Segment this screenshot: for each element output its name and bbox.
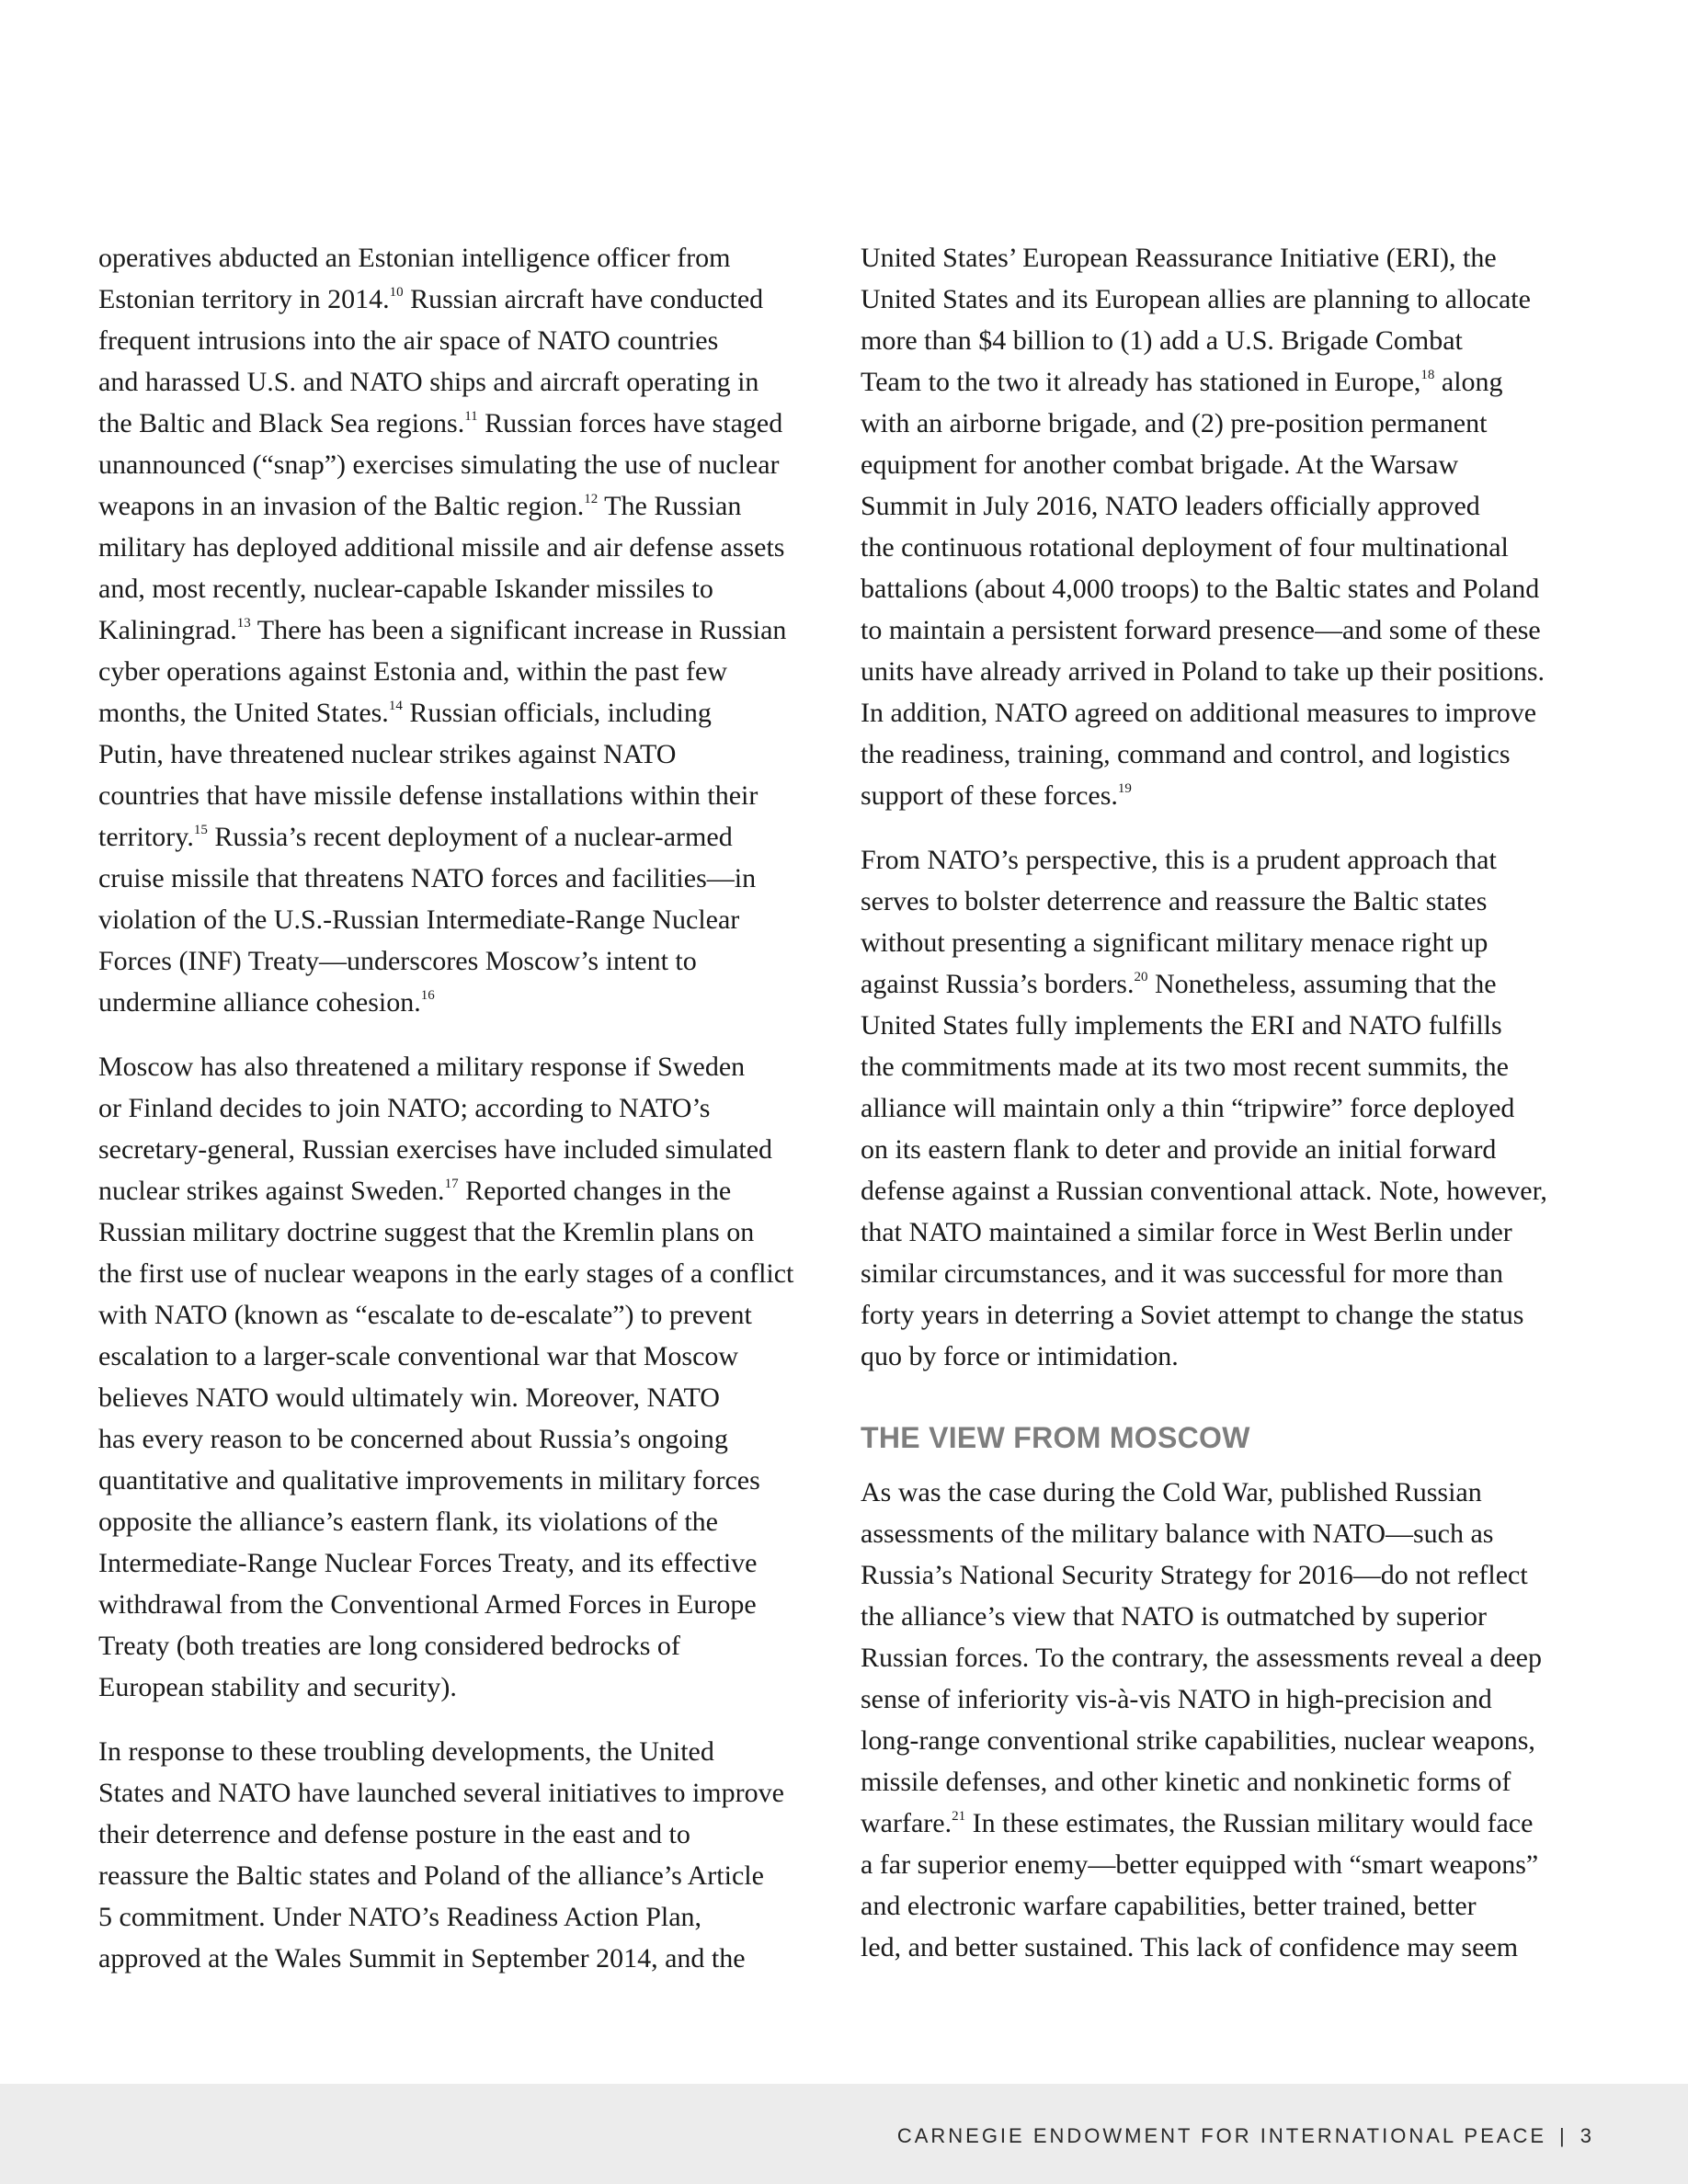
paragraph [861, 839, 1596, 1377]
text-line: In response to these troubling developments, the United [98, 1736, 714, 1767]
text-line: more than $4 billion to (1) add a U.S. Brigade Combat [861, 325, 1463, 356]
text-line: the Baltic and Black Sea regions.$^{11}$ Russian forces have staged [98, 408, 783, 438]
text-line: to maintain a persistent forward presence—and some of these [861, 615, 1541, 645]
footnote-ref[interactable]: 13 [236, 616, 251, 631]
text-line: Russian forces. To the contrary, the assessments reveal a deep [861, 1643, 1542, 1673]
text-line: warfare.$^{21}$ In these estimates, the Russian military would face [861, 1808, 1534, 1838]
text-line: From NATO’s perspective, this is a prudent approach that [861, 845, 1497, 875]
text-line: and harassed U.S. and NATO ships and aircraft operating in [98, 367, 759, 397]
text-line: quo by force or intimidation. [861, 1341, 1179, 1371]
footnote-ref[interactable]: 12 [584, 492, 599, 506]
text-line: missile defenses, and other kinetic and nonkinetic forms of [861, 1767, 1511, 1797]
text-line: battalions (about 4,000 troops) to the Baltic states and Poland [861, 574, 1540, 604]
footnote-ref[interactable]: 21 [952, 1809, 966, 1824]
text-line: the continuous rotational deployment of four multinational [861, 532, 1509, 563]
text-line: escalation to a larger-scale conventional war that Moscow [98, 1341, 739, 1371]
footer-publisher: CARNEGIE ENDOWMENT FOR INTERNATIONAL PEACE [896, 2124, 1547, 2147]
text-line: alliance will maintain only a thin “tripwire” force deployed [861, 1093, 1515, 1123]
right-paragraphs [861, 237, 1596, 1377]
text-line: Estonian territory in 2014.10 Russian aircraft have conducted [98, 284, 764, 314]
text-line: military has deployed additional missile and air defense assets [98, 532, 785, 563]
page-number: 3 [1580, 2124, 1594, 2147]
footnote-ref[interactable]: 14 [388, 699, 403, 713]
footnote-ref[interactable]: 20 [1134, 970, 1148, 984]
text-line: In addition, NATO agreed on additional measures to improve [861, 698, 1537, 728]
text-line: United States and its European allies are planning to allocate [861, 284, 1531, 314]
text-line: their deterrence and defense posture in the east and to [98, 1819, 690, 1849]
text-line: a far superior enemy—better equipped with “smart weapons” [861, 1849, 1539, 1880]
page-footer [0, 2084, 1688, 2184]
footnote-ref[interactable]: 10 [389, 285, 404, 300]
text-line: territory.$^{15}$ Russia’s recent deployment of a nuclear-armed [98, 822, 733, 852]
text-line: reassure the Baltic states and Poland of the alliance’s Article [98, 1860, 764, 1891]
text-line: equipment for another combat brigade. At the Warsaw [861, 449, 1459, 480]
footnote-ref[interactable]: 19 [1117, 781, 1132, 796]
text-line: countries that have missile defense installations within their [98, 780, 758, 811]
text-line: 5 commitment. Under NATO’s Readiness Action Plan, [98, 1902, 702, 1932]
text-line: nuclear strikes against Sweden.$^{17}$ Reported changes in the [98, 1176, 732, 1206]
footnote-ref[interactable]: 16 [420, 988, 435, 1003]
text-line: led, and better sustained. This lack of confidence may seem [861, 1932, 1519, 1962]
text-line: sense of inferiority vis-à-vis NATO in high-precision and [861, 1684, 1492, 1714]
paragraph [861, 237, 1596, 816]
text-line: months, the United States.$^{14}$ Russian officials, including [98, 698, 712, 728]
text-line: States and NATO have launched several initiatives to improve [98, 1778, 784, 1808]
text-line: with NATO (known as “escalate to de-escalate”) to prevent [98, 1300, 752, 1330]
text-line: weapons in an invasion of the Baltic region.$^{12}$ The Russian [98, 491, 742, 521]
footer-text [897, 2124, 1594, 2148]
text-line: United States fully implements the ERI and NATO fulfills [861, 1010, 1502, 1041]
text-line: operatives abducted an Estonian intelligence officer from [98, 243, 731, 273]
text-line: Russia’s National Security Strategy for 2016—do not reflect [861, 1560, 1528, 1590]
footnote-ref[interactable]: 11 [464, 409, 478, 424]
text-line: United States’ European Reassurance Initiative (ERI), the [861, 243, 1497, 273]
footnote-ref[interactable]: 15 [193, 823, 208, 837]
section-heading: THE VIEW FROM MOSCOW [861, 1421, 1250, 1454]
text-line: against Russia’s borders.$^{20}$ Nonetheless, assuming that the [861, 969, 1497, 999]
text-line: and, most recently, nuclear-capable Iskander missiles to [98, 574, 713, 604]
text-line: has every reason to be concerned about Russia’s ongoing [98, 1424, 728, 1454]
paragraph [98, 237, 834, 1023]
text-line: European stability and security). [98, 1672, 457, 1702]
text-line: that NATO maintained a similar force in West Berlin under [861, 1217, 1512, 1247]
text-line: forty years in deterring a Soviet attempt to change the status [861, 1300, 1524, 1330]
text-line: believes NATO would ultimately win. Moreover, NATO [98, 1382, 720, 1413]
left-paragraphs [98, 237, 834, 1979]
text-line: units have already arrived in Poland to take up their positions. [861, 656, 1545, 687]
text-line: As was the case during the Cold War, published Russian [861, 1477, 1482, 1507]
text-line: cruise missile that threatens NATO forces and facilities—in [98, 863, 757, 893]
text-line: Russian military doctrine suggest that the Kremlin plans on [98, 1217, 755, 1247]
text-line: Forces (INF) Treaty—underscores Moscow’s intent to [98, 946, 697, 976]
text-line: without presenting a significant military menace right up [861, 927, 1488, 958]
text-line: cyber operations against Estonia and, within the past few [98, 656, 727, 687]
section-body [861, 1472, 1596, 1968]
text-line: serves to bolster deterrence and reassure the Baltic states [861, 886, 1488, 916]
text-line: the readiness, training, command and control, and logistics [861, 739, 1511, 769]
footer-separator: | [1559, 2124, 1568, 2147]
paragraph [98, 1731, 834, 1979]
text-line: and electronic warfare capabilities, better trained, better [861, 1891, 1477, 1921]
text-line: opposite the alliance’s eastern flank, its violations of the [98, 1507, 718, 1537]
paragraph [98, 1046, 834, 1708]
text-line: withdrawal from the Conventional Armed Forces in Europe [98, 1589, 757, 1620]
text-line: with an airborne brigade, and (2) pre-position permanent [861, 408, 1488, 438]
text-line: support of these forces.$^{19}$ [861, 780, 1132, 811]
text-line: the commitments made at its two most recent summits, the [861, 1052, 1509, 1082]
text-line: similar circumstances, and it was successful for more than [861, 1258, 1503, 1289]
text-line: Putin, have threatened nuclear strikes against NATO [98, 739, 677, 769]
text-line: or Finland decides to join NATO; according to NATO’s [98, 1093, 711, 1123]
text-line: the first use of nuclear weapons in the early stages of a conflict [98, 1258, 794, 1289]
text-line: Moscow has also threatened a military response if Sweden [98, 1052, 746, 1082]
left-column [98, 237, 834, 2002]
text-line: Team to the two it already has stationed in Europe,$^{18}$ along [861, 367, 1503, 397]
text-line: Summit in July 2016, NATO leaders officially approved [861, 491, 1480, 521]
footnote-ref[interactable]: 18 [1420, 368, 1435, 382]
text-line: the alliance’s view that NATO is outmatched by superior [861, 1601, 1487, 1632]
text-line: Kaliningrad.$^{13}$ There has been a significant increase in Russian [98, 615, 787, 645]
right-column [861, 237, 1596, 1968]
text-line: unannounced (“snap”) exercises simulating the use of nuclear [98, 449, 780, 480]
text-line: undermine alliance cohesion.$^{16}$ [98, 987, 435, 1018]
text-line: secretary-general, Russian exercises have included simulated [98, 1134, 773, 1165]
text-line: approved at the Wales Summit in September 2014, and the [98, 1943, 746, 1974]
text-line: assessments of the military balance with NATO—such as [861, 1519, 1494, 1549]
text-line: long-range conventional strike capabilities, nuclear weapons, [861, 1725, 1535, 1756]
text-line: defense against a Russian conventional attack. Note, however, [861, 1176, 1547, 1206]
text-line: Intermediate-Range Nuclear Forces Treaty, and its effective [98, 1548, 758, 1578]
text-line: quantitative and qualitative improvements in military forces [98, 1465, 760, 1496]
text-line: violation of the U.S.-Russian Intermediate-Range Nuclear [98, 904, 740, 935]
text-line: frequent intrusions into the air space of NATO countries [98, 325, 719, 356]
text-line: on its eastern flank to deter and provide an initial forward [861, 1134, 1497, 1165]
text-line: Treaty (both treaties are long considered bedrocks of [98, 1631, 680, 1661]
footnote-ref[interactable]: 17 [444, 1177, 459, 1191]
